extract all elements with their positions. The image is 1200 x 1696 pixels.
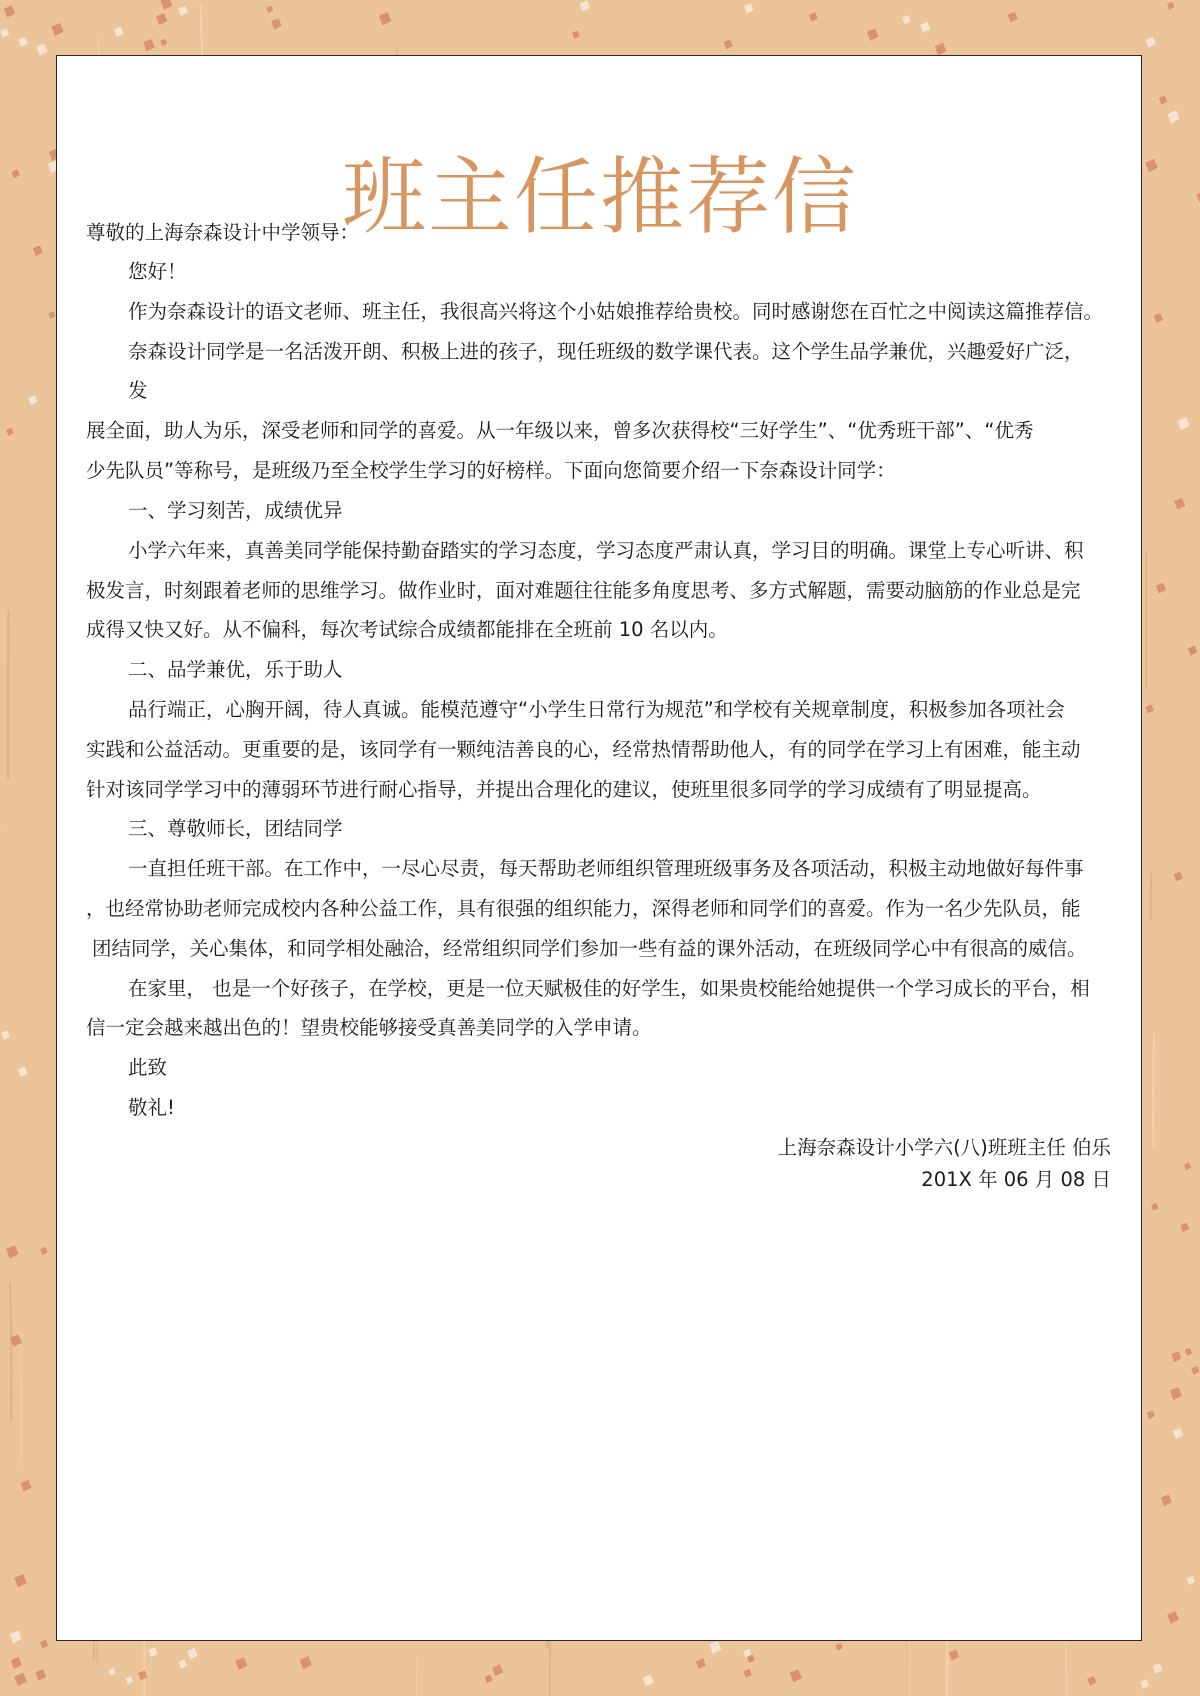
paragraph-line: 信一定会越来越出色的！望贵校能够接受真善美同学的入学申请。 [86, 1016, 652, 1039]
closing-line: 敬礼! [128, 1096, 175, 1119]
closing-line: 此致 [128, 1056, 168, 1079]
paragraph-line: 少先队员”等称号，是班级乃至全校学生学习的好榜样。下面向您简要介绍一下奈森设计同学： [86, 459, 896, 482]
paragraph-line: 品行端正，心胸开阔，待人真诚。能模范遵守“小学生日常行为规范”和学校有关规章制度，积极参加各项社会 [128, 698, 1065, 721]
signature: 上海奈森设计小学六(八)班班主任 伯乐 [777, 1136, 1111, 1159]
intro-paragraph: 作为奈森设计的语文老师、班主任，我很高兴将这个小姑娘推荐给贵校。同时感谢您在百忙之中阅读这篇推荐信。 [128, 300, 1104, 323]
greeting: 您好！ [128, 260, 187, 283]
paragraph-line: 小学六年来，真善美同学能保持勤奋踏实的学习态度，学习态度严肃认真，学习目的明确。课堂上专心听讲、积 [128, 539, 1084, 562]
paragraph-line: 针对该同学学习中的薄弱环节进行耐心指导，并提出合理化的建议，使班里很多同学的学习成绩有了明显提高。 [86, 778, 1042, 801]
paragraph-line: ，也经常协助老师完成校内各种公益工作，具有很强的组织能力，深得老师和同学们的喜爱。作为一名少先队员，能 [86, 897, 1081, 920]
paragraph-line: 发 [128, 379, 148, 402]
paragraph-line: 团结同学，关心集体，和同学相处融洽，经常组织同学们参加一些有益的课外活动，在班级同学心中有很高的威信。 [92, 937, 1087, 960]
paragraph-line: 极发言，时刻跟着老师的思维学习。做作业时，面对难题往往能多角度思考、多方式解题，需要动脑筋的作业总是完 [86, 579, 1081, 602]
section-heading-2: 二、品学兼优，乐于助人 [128, 658, 343, 681]
letter-paper [56, 55, 1142, 1641]
paragraph-line: 成得又快又好。从不偏科，每次考试综合成绩都能排在全班前 10 名以内。 [86, 618, 728, 641]
letter-title: 班主任推荐信 [341, 148, 858, 246]
paragraph-line: 一直担任班干部。在工作中，一尽心尽责，每天帮助老师组织管理班级事务及各项活动，积极主动地做好每件事 [128, 857, 1084, 880]
section-heading-1: 一、学习刻苦，成绩优异 [128, 499, 343, 522]
salutation: 尊敬的上海奈森设计中学领导： [86, 221, 360, 244]
paragraph-line: 展全面，助人为乐，深受老师和同学的喜爱。从一年级以来，曾多次获得校“三好学生”、“优秀班干部”、“优秀 [86, 419, 1034, 442]
section-heading-3: 三、尊敬师长，团结同学 [128, 817, 343, 840]
paragraph-line: 实践和公益活动。更重要的是，该同学有一颗纯洁善良的心，经常热情帮助他人，有的同学在学习上有困难，能主动 [86, 738, 1081, 761]
paragraph-line: 在家里， 也是一个好孩子，在学校，更是一位天赋极佳的好学生，如果贵校能给她提供一个学习成长的平台，相 [128, 977, 1090, 1000]
letter-date: 201X 年 06 月 08 日 [921, 1168, 1111, 1191]
paragraph-line: 奈森设计同学是一名活泼开朗、积极上进的孩子，现任班级的数学课代表。这个学生品学兼优，兴趣爱好广泛， [128, 340, 1084, 363]
